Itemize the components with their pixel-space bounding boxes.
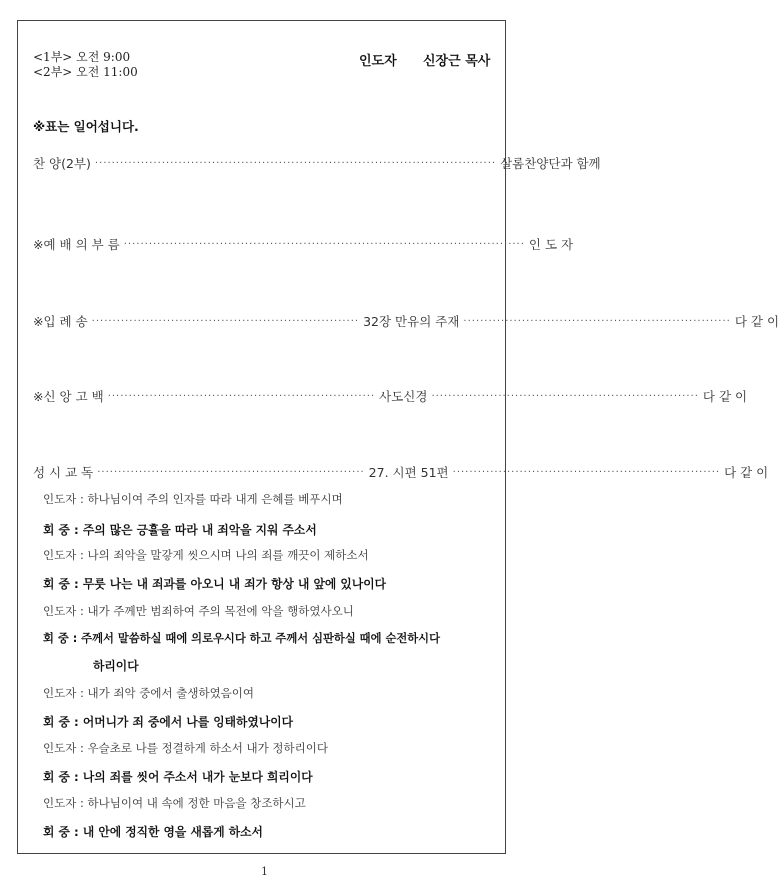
reading-line-congregation	[43, 768, 313, 785]
reading-line-leader	[43, 547, 369, 563]
reading-line-leader	[43, 795, 306, 811]
order-item-content: 32장 만유의 주재	[363, 314, 460, 329]
order-item-performer: 살롬찬양단과 함께	[500, 156, 601, 171]
leader-dots: ································································	[463, 315, 731, 327]
service-time-second: <2부> 오전 11:00	[33, 65, 138, 79]
reading-line-leader	[43, 740, 328, 756]
page-number: 1	[261, 865, 268, 878]
order-item-processional-hymn	[33, 312, 779, 330]
reading-line-congregation	[43, 713, 293, 730]
order-item-content: 사도신경	[379, 389, 428, 404]
standing-notice: ※표는 일어섭니다.	[33, 119, 139, 134]
reading-line-congregation	[43, 823, 263, 840]
order-item-performer: 다 같 이	[734, 314, 779, 329]
leader-name: 신장근 목사	[423, 54, 491, 69]
reading-text: 주의 많은 긍휼을 따라 내 죄악을 지워 주소서	[82, 523, 317, 537]
order-item-responsive-reading	[33, 463, 769, 481]
leader-dots: ································································	[107, 390, 376, 402]
order-item-performer: 다 같 이	[724, 465, 769, 480]
order-item-label: 찬 양(2부)	[33, 156, 91, 171]
reading-line-leader	[43, 603, 354, 619]
leader-dots: ································································································	[94, 157, 497, 169]
leader-dots: ································································	[91, 315, 360, 327]
order-item-performer: 인 도 자	[528, 237, 574, 252]
reading-text: 나의 죄악을 말갛게 씻으시며 나의 죄를 깨끗이 제하소서	[87, 548, 369, 562]
leader-dots: ································································································	[123, 238, 525, 250]
reading-text: 내 안에 정직한 영을 새롭게 하소서	[82, 825, 263, 839]
reading-speaker: 회 중 :	[43, 715, 83, 729]
reading-line-congregation	[43, 521, 317, 538]
reading-text: 내가 주께만 범죄하여 주의 목전에 악을 행하였사오니	[87, 604, 354, 618]
reading-line-continuation	[93, 657, 139, 674]
reading-text: 나의 죄를 씻어 주소서 내가 눈보다 희리이다	[82, 770, 313, 784]
leader-dots: ································································	[452, 466, 721, 478]
reading-text: 하나님이여 주의 인자를 따라 내게 은혜를 베푸시며	[87, 492, 343, 506]
order-item-performer: 다 같 이	[702, 389, 748, 404]
reading-speaker: 회 중 :	[43, 577, 83, 591]
reading-text: 하나님이여 내 속에 정한 마음을 창조하시고	[87, 796, 306, 810]
reading-speaker: 회 중 :	[43, 825, 83, 839]
order-item-label: 성 시 교 독	[33, 465, 94, 480]
order-item-creed	[33, 387, 748, 405]
reading-speaker: 인도자 :	[43, 741, 88, 755]
reading-text: 무릇 나는 내 죄과를 아오니 내 죄가 항상 내 앞에 있나이다	[82, 577, 387, 591]
order-item-label: ※신 앙 고 백	[33, 389, 104, 404]
reading-speaker: 회 중 :	[43, 770, 83, 784]
order-item-call-to-worship	[33, 235, 574, 253]
leader-label: 인도자	[359, 54, 397, 69]
reading-line-leader	[43, 685, 254, 701]
service-time-first: <1부> 오전 9:00	[33, 50, 131, 64]
reading-line-congregation	[43, 630, 440, 646]
order-item-label: ※입 례 송	[33, 314, 88, 329]
reading-text: 우슬초로 나를 정결하게 하소서 내가 정하리이다	[87, 741, 328, 755]
reading-speaker: 인도자 :	[43, 686, 88, 700]
order-item-praise	[33, 154, 601, 172]
reading-text: 어머니가 죄 중에서 나를 잉태하였나이다	[82, 715, 294, 729]
leader-dots: ································································	[97, 466, 365, 478]
reading-line-leader	[43, 491, 343, 507]
reading-speaker: 인도자 :	[43, 548, 88, 562]
reading-text: 내가 죄악 중에서 출생하였음이여	[87, 686, 255, 700]
leader-dots: ································································	[431, 390, 699, 402]
order-item-label: ※예 배 의 부 름	[33, 237, 120, 252]
reading-speaker: 회 중 :	[43, 632, 82, 645]
reading-speaker: 회 중 :	[43, 523, 83, 537]
order-item-content: 27. 시편 51편	[368, 465, 449, 480]
reading-speaker: 인도자 :	[43, 492, 88, 506]
reading-speaker: 인도자 :	[43, 604, 88, 618]
reading-text: 주께서 말씀하실 때에 의로우시다 하고 주께서 심판하실 때에 순전하시다	[81, 632, 441, 645]
reading-text: 하리이다	[93, 659, 139, 673]
reading-speaker: 인도자 :	[43, 796, 88, 810]
reading-line-congregation	[43, 575, 386, 592]
